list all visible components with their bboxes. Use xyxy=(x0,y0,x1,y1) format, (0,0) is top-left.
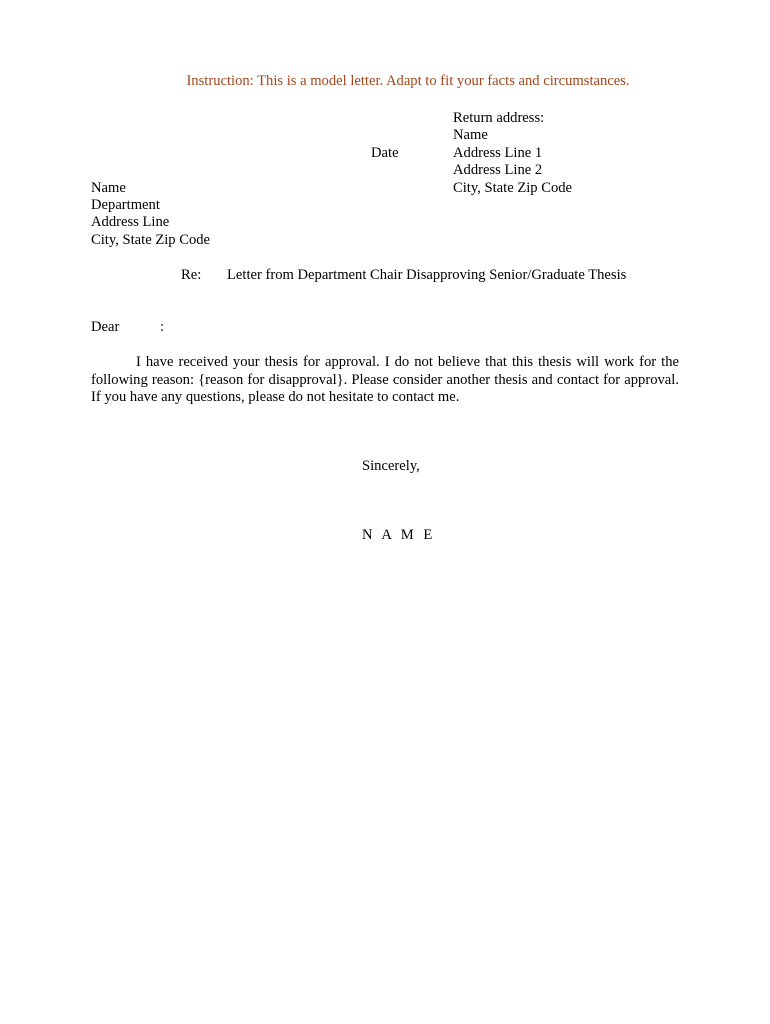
recipient-city-state-zip: City, State Zip Code xyxy=(91,232,211,248)
signature-name: N A M E xyxy=(362,527,436,543)
re-subject: Letter from Department Chair Disapproving Senior/Graduate Thesis xyxy=(227,267,627,283)
recipient-name: Name xyxy=(91,180,126,196)
letter-date: Date xyxy=(371,145,399,161)
return-address-line2: Address Line 2 xyxy=(453,162,543,178)
instruction-note: Instruction: This is a model letter. Adapt to fit your facts and circumstances. xyxy=(186,73,630,89)
recipient-department: Department xyxy=(91,197,160,213)
salutation-dear: Dear xyxy=(91,319,120,335)
recipient-address-line: Address Line xyxy=(91,214,170,230)
return-address-line1: Address Line 1 xyxy=(453,145,543,161)
letter-body: I have received your thesis for approval. I do not believe that this thesis will work for the following reason: {reason for disapproval}. Please consider another thesis and contact for approval. If you have any questions, please do not hesitate to contact me. xyxy=(91,354,679,405)
return-address-name: Name xyxy=(453,127,488,143)
return-address-label: Return address: xyxy=(453,110,545,126)
closing: Sincerely, xyxy=(362,458,420,474)
return-address-city-state-zip: City, State Zip Code xyxy=(453,180,573,196)
salutation-colon: : xyxy=(160,319,165,335)
re-label: Re: xyxy=(181,267,202,283)
